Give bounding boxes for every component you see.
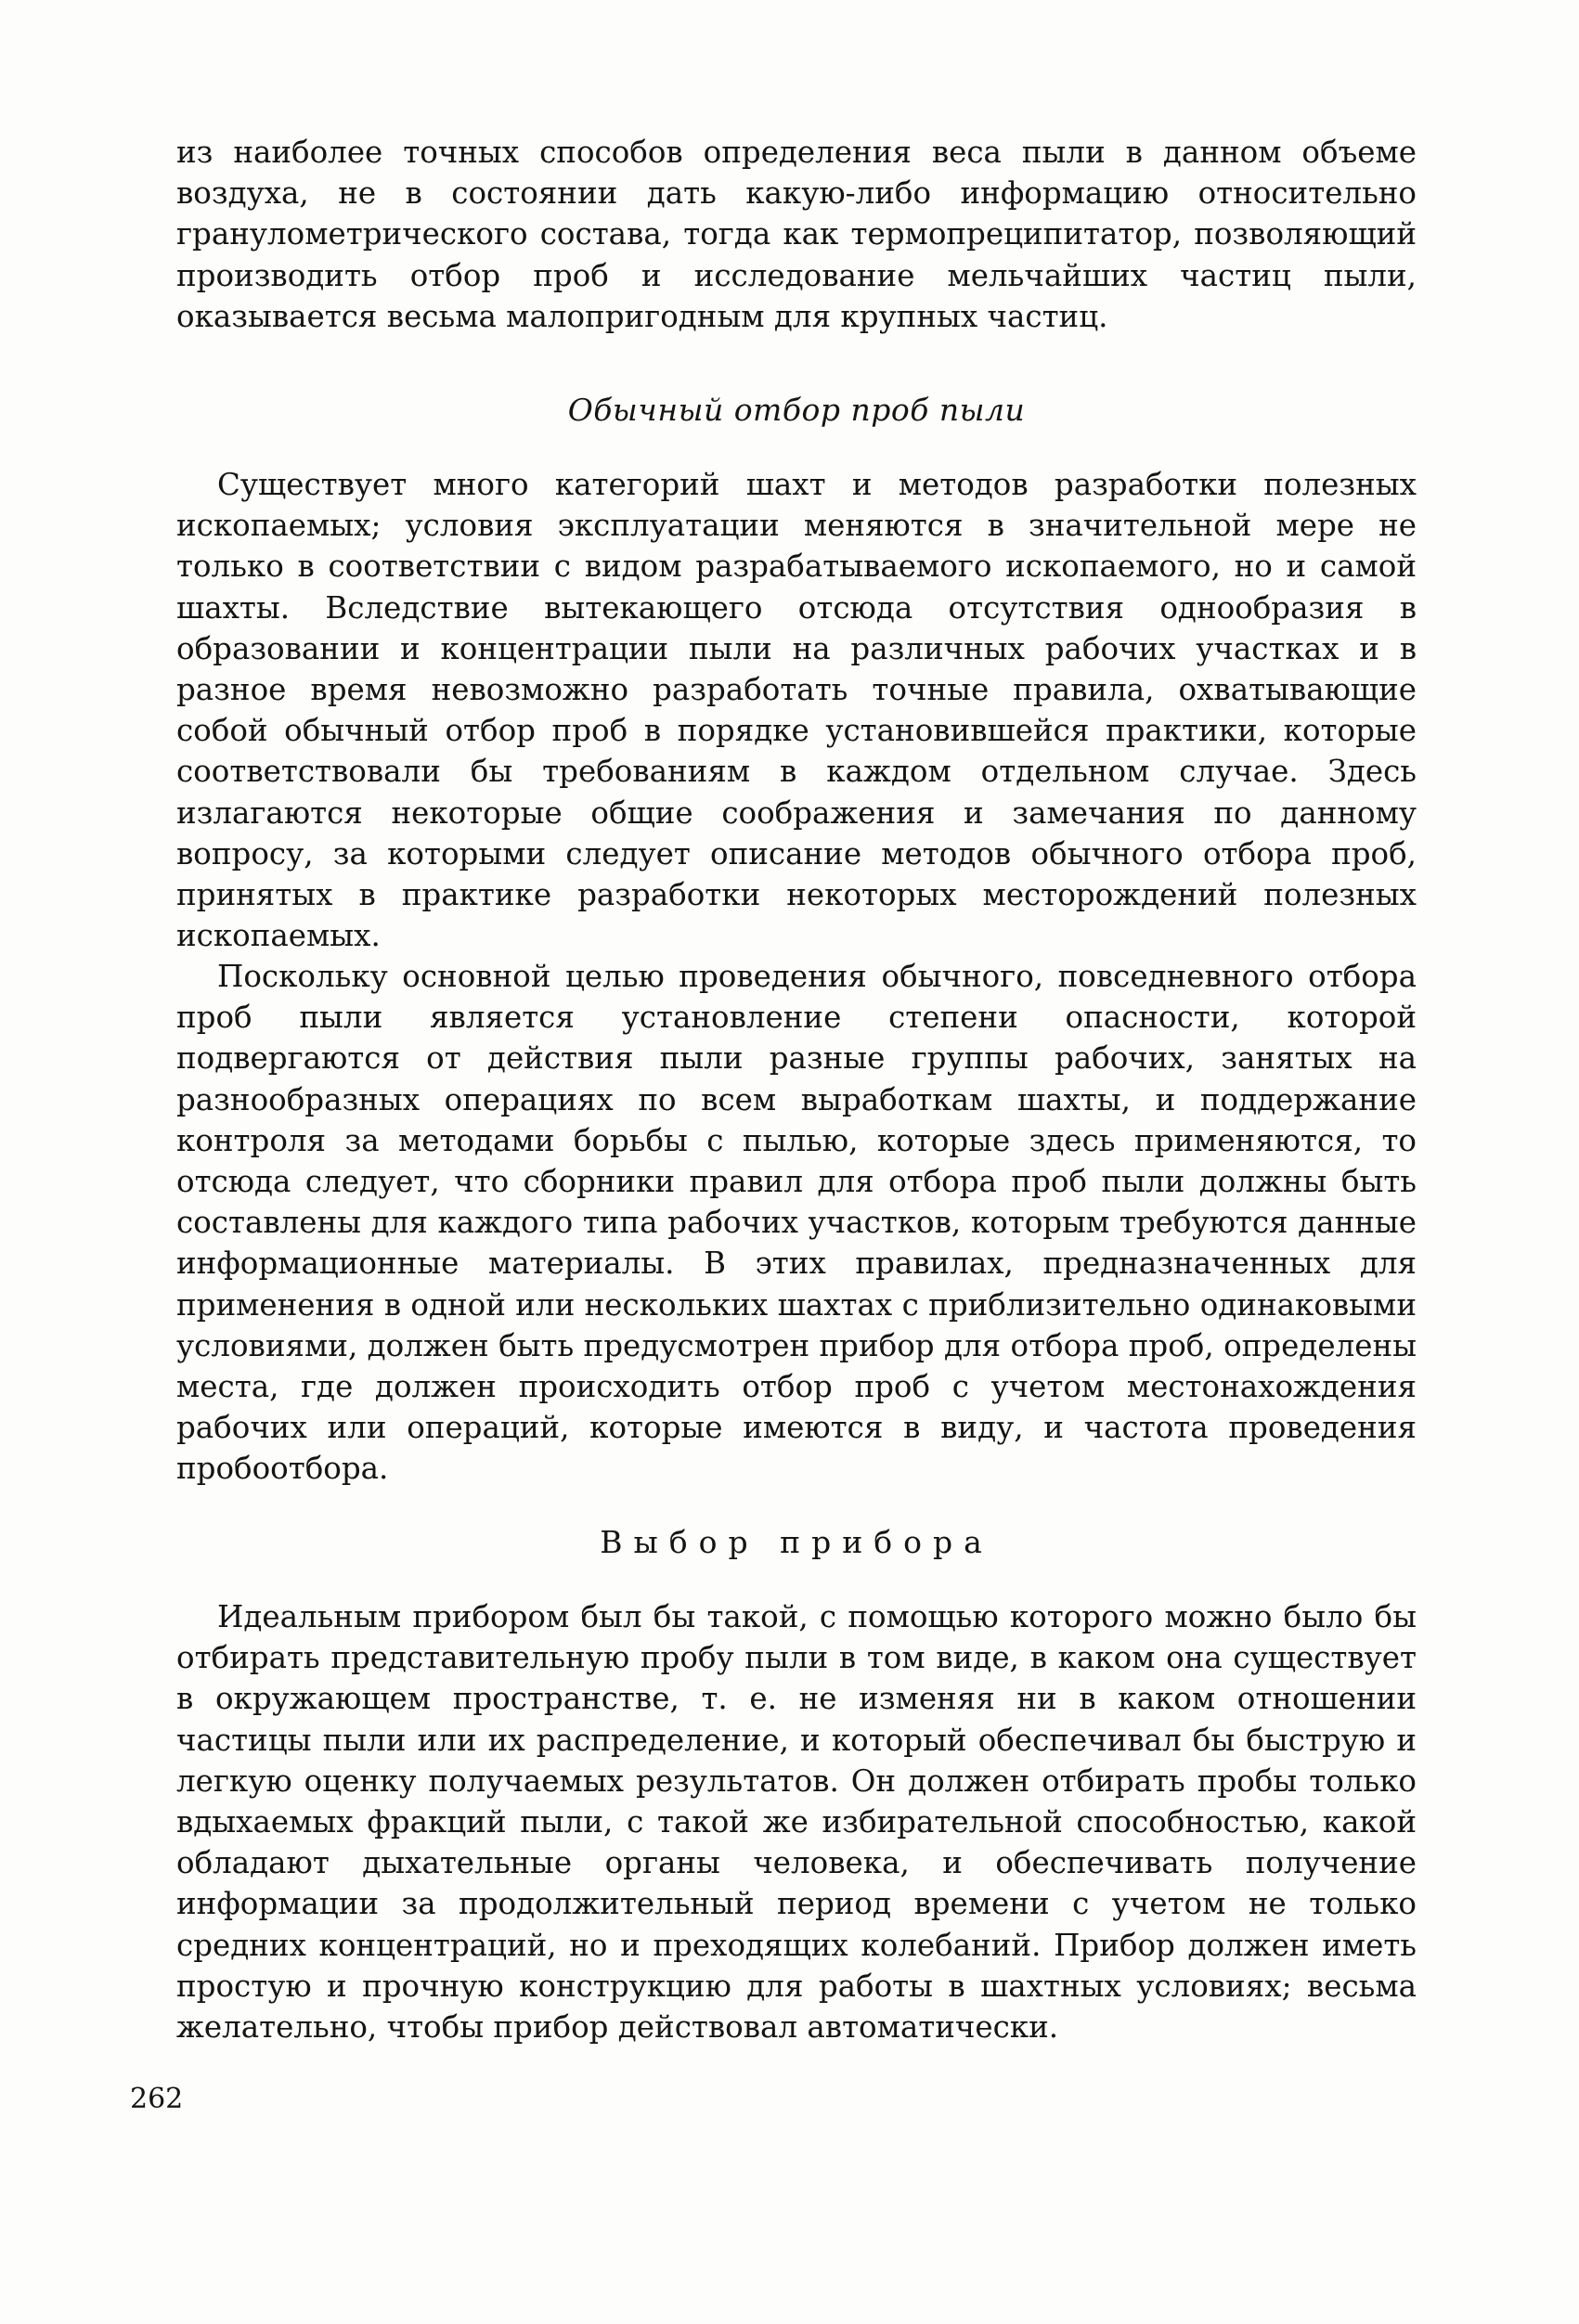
paragraph-mine-categories: Существует много категорий шахт и методов разработки полезных ископаемых; условия эксплуатации меняются в значительной мере не только в соответствии с видом разрабатываемого ископаемого, но и самой шахты. Вследствие вытекающего отсюда отсутствия однообразия в образовании и концентрации пыли на различных рабочих участках и в разное время невозможно разработать точные правила, охватывающие собой обычный отбор проб в порядке установившейся практики, которые соответствовали бы требованиям в каждом отдельном случае. Здесь излагаются некоторые общие соображения и замечания по данному вопросу, за которыми следует описание методов обычного отбора проб, принятых в практике разработки некоторых месторождений полезных ископаемых. — [176, 467, 1417, 954]
section-heading-instrument-choice: Выбор прибора — [600, 1524, 993, 1560]
section-heading-routine-sampling: Обычный отбор проб пыли — [567, 392, 1026, 428]
paragraph-ideal-instrument: Идеальным прибором был бы такой, с помощью которого можно было бы отбирать представительную пробу пыли в том виде, в каком она существует в окружающем пространстве, т. е. не изменяя ни в каком отношении частицы пыли или их распределение, и который обеспечивал бы быструю и легкую оценку получаемых результатов. Он должен отбирать пробы только вдыхаемых фракций пыли, с такой же избирательной способностью, какой обладают дыхательные органы человека, и обеспечивать получение информации за продолжительный период времени с учетом не только средних концентраций, но и преходящих колебаний. Прибор должен иметь простую и прочную конструкцию для работы в шахтных условиях; весьма желательно, чтобы прибор действовал автоматически. — [176, 1599, 1417, 2046]
page-number: 262 — [130, 2083, 184, 2115]
continuation-paragraph: из наиболее точных способов определения веса пыли в данном объеме воздуха, не в состоянии дать какую-либо информацию относительно гранулометрического состава, тогда как термопреципитатор, позволяющий производить отбор проб и исследование мельчайших частиц пыли, оказывается весьма малопригодным для крупных частиц. — [176, 135, 1417, 334]
paragraph-sampling-purpose: Поскольку основной целью проведения обычного, повседневного отбора проб пыли является установление степени опасности, которой подвергаются от действия пыли разные группы рабочих, занятых на разнообразных операциях по всем выработкам шахты, и поддержание контроля за методами борьбы с пылью, которые здесь применяются, то отсюда следует, что сборники правил для отбора проб пыли должны быть составлены для каждого типа рабочих участков, которым требуются данные информационные материалы. В этих правилах, предназначенных для применения в одной или нескольких шахтах с приблизительно одинаковыми условиями, должен быть предусмотрен прибор для отбора проб, определены места, где должен происходить отбор проб с учетом местонахождения рабочих или операций, которые имеются в виду, и частота проведения пробоотбора. — [176, 959, 1417, 1487]
